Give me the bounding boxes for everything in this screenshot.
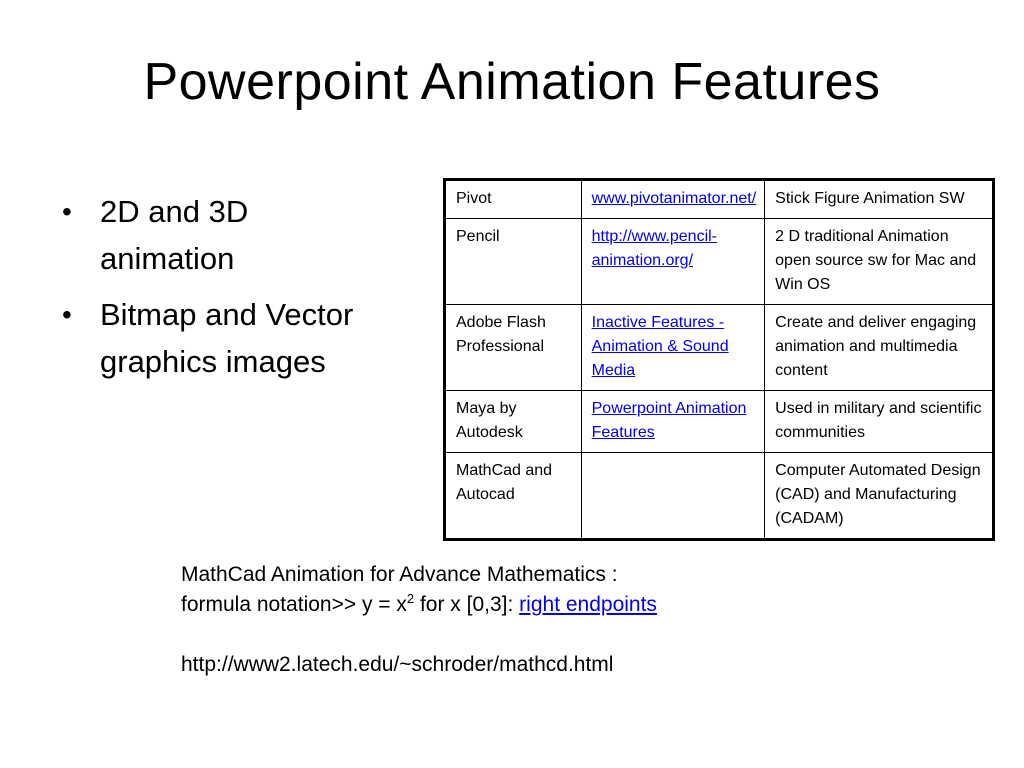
formula-line <box>181 590 881 620</box>
bullet-icon: • <box>62 196 72 227</box>
table-row <box>445 219 994 305</box>
table-row <box>445 453 994 540</box>
software-link-cell <box>581 391 765 453</box>
slide-title: Powerpoint Animation Features <box>143 53 881 111</box>
bullet-list <box>60 188 390 394</box>
table-row <box>445 391 994 453</box>
software-link-cell <box>581 219 765 305</box>
software-link-cell <box>581 180 765 219</box>
software-name-cell: Adobe Flash Professional <box>445 305 582 391</box>
software-link[interactable]: Powerpoint Animation Features <box>591 400 747 441</box>
bullet-item <box>60 188 390 282</box>
bullet-text: Bitmap and Vector graphics images <box>100 297 354 379</box>
software-name-cell: Pencil <box>445 219 582 305</box>
software-link[interactable]: http://www.pencil-animation.org/ <box>591 228 718 269</box>
software-link[interactable]: www.pivotanimator.net/ <box>591 190 757 207</box>
table-row <box>445 180 994 219</box>
table-row <box>445 305 994 391</box>
software-name-cell: Pivot <box>445 180 582 219</box>
formula-suffix: for x [0,3]: <box>414 593 520 616</box>
formula-prefix: formula notation>> y = x <box>181 593 407 616</box>
bullet-icon: • <box>62 299 72 330</box>
bullet-text: 2D and 3D animation <box>100 194 249 276</box>
software-name-cell: Maya by Autodesk <box>445 391 582 453</box>
software-description-cell: 2 D traditional Animation open source sw for Mac and Win OS <box>765 219 994 305</box>
formula-exponent: 2 <box>406 591 415 606</box>
source-url: http://www2.latech.edu/~schroder/mathcd.html <box>181 653 614 676</box>
spacer <box>181 620 881 650</box>
software-name-cell: MathCad and Autocad <box>445 453 582 540</box>
software-link-cell <box>581 305 765 391</box>
mathcad-note <box>181 560 881 680</box>
software-link[interactable]: Inactive Features - Animation & Sound Media <box>591 314 729 379</box>
software-description-cell: Computer Automated Design (CAD) and Manufacturing (CADAM) <box>765 453 994 540</box>
software-description-cell: Used in military and scientific communities <box>765 391 994 453</box>
bullet-item <box>60 291 390 385</box>
mathcad-heading: MathCad Animation for Advance Mathematics : <box>181 563 618 586</box>
software-description-cell: Stick Figure Animation SW <box>765 180 994 219</box>
animation-software-table <box>443 178 995 541</box>
right-endpoints-link[interactable]: right endpoints <box>519 593 657 616</box>
software-link-cell <box>581 453 765 540</box>
software-description-cell: Create and deliver engaging animation and multimedia content <box>765 305 994 391</box>
